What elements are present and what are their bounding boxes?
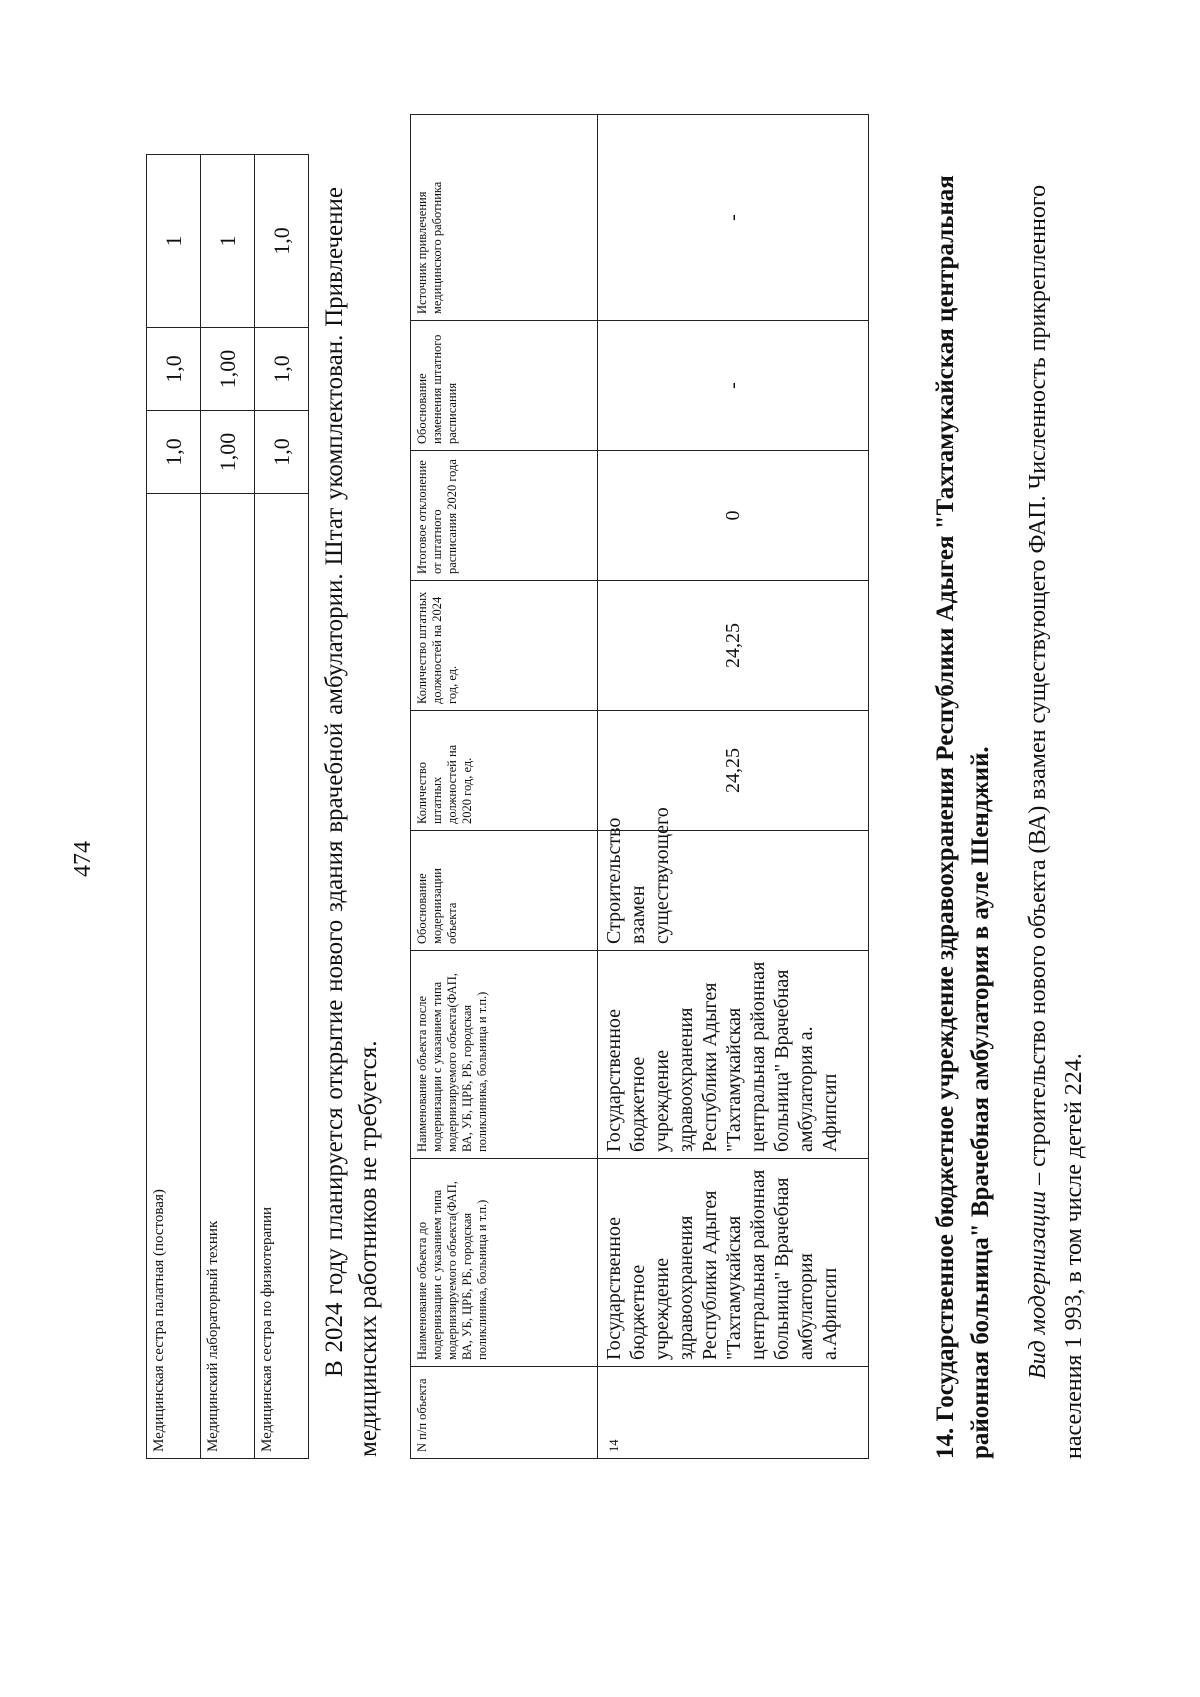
modernization-reason: Строительство взамен существующего: [598, 831, 869, 951]
staff-value: 1,0: [255, 155, 309, 328]
staff-value: 1,0: [147, 411, 201, 494]
position-title: Медицинский лабораторный техник: [201, 494, 255, 1459]
position-title: Медицинская сестра по физиотерапии: [255, 494, 309, 1459]
staff-value: 1,00: [201, 411, 255, 494]
header-row: [411, 115, 598, 1459]
column-header: Обоснование модернизации объекта: [411, 831, 598, 951]
column-header: Количество штатных должностей на 2020 год, ед.: [411, 711, 598, 831]
staff-value: 1: [201, 155, 255, 328]
description-label: Вид модернизации: [1025, 1190, 1051, 1379]
deviation-value: 0: [598, 451, 869, 581]
column-header: Наименование объекта до модернизации с указанием типа модернизируемого объекта(ФАП, ВА, УБ, ЦРБ, РБ, городская поликлиника, больница и т.п.): [411, 1159, 598, 1367]
intro-paragraph: [318, 187, 386, 1457]
staff-value: 1,0: [255, 328, 309, 411]
column-header: Наименование объекта после модернизации с указанием типа модернизируемого объекта(ФАП, ВА, УБ, ЦРБ, РБ, городская поликлиника, больница и т.п.): [411, 951, 598, 1159]
table-row: [598, 115, 869, 1459]
staff-2024: 24,25: [598, 581, 869, 711]
change-reason: -: [598, 321, 869, 451]
staff-value: 1,00: [201, 328, 255, 411]
staff-value: 1,0: [147, 328, 201, 411]
staff-positions-table: [146, 154, 309, 1459]
table-row: [255, 155, 309, 1459]
staff-value: 1,0: [255, 411, 309, 494]
modernization-table: [410, 114, 869, 1459]
staff-2020: 24,25: [598, 711, 869, 831]
column-header: Обоснование изменения штатного расписания: [411, 321, 598, 451]
description-text: – строительство нового объекта (ВА) взамен существующего ФАП. Численность прикрепленного населения 1 993, в том числе детей 224.: [1025, 184, 1087, 1459]
page-number: 474: [70, 841, 96, 877]
modernization-description: [1020, 159, 1092, 1459]
section-heading: 14. Государственное бюджетное учреждение здравоохранения Республики Адыгея "Тахтамукайская центральная районная больница" Врачебная амбулатория в ауле Шенджий.: [932, 175, 994, 1459]
column-header: Количество штатных должностей на 2024 год, ед.: [411, 581, 598, 711]
object-before: Государственное бюджетное учреждение здравоохранения Республики Адыгея "Тахтамукайская центральная районная больница" Врачебная амбулатория а.Афипсип: [598, 1159, 869, 1367]
recruitment-source: -: [598, 115, 869, 321]
column-header: Итоговое отклонение от штатного расписания 2020 года: [411, 451, 598, 581]
object-number: 14: [598, 1367, 869, 1459]
object-after: Государственное бюджетное учреждение здравоохранения Республики Адыгея "Тахтамукайская центральная районная больница" Врачебная амбулатория а. Афипсип: [598, 951, 869, 1159]
intro-text: В 2024 году планируется открытие нового здания врачебной амбулатории. Штат укомплектован. Привлечение медицинских работников не требуется.: [321, 187, 382, 1457]
column-header: N п/п объекта: [411, 1367, 598, 1459]
table-row: [201, 155, 255, 1459]
table-row: [147, 155, 201, 1459]
column-header: Источник привлечения медицинского работника: [411, 115, 598, 321]
staff-value: 1: [147, 155, 201, 328]
position-title: Медицинская сестра палатная (постовая): [147, 494, 201, 1459]
